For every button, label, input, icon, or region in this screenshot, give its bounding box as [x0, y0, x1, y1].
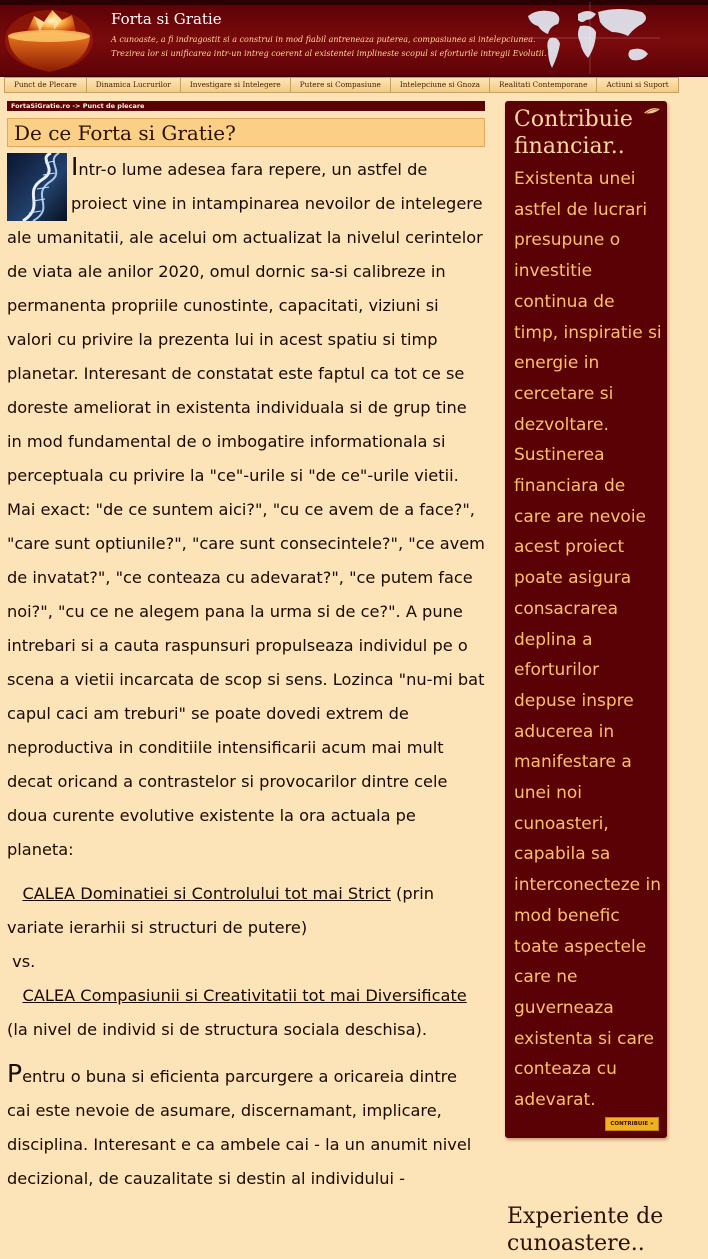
breadcrumb[interactable]: FortaSiGratie.ro -> Punct de plecare — [7, 101, 485, 111]
article-paragraph-1 — [7, 150, 485, 867]
nav-item-realitati-contemporane[interactable]: Realitati Contemporane — [490, 77, 597, 93]
vs-line — [7, 945, 485, 979]
paragraph-gap — [7, 1047, 485, 1057]
leaf-ornament-icon — [643, 107, 661, 115]
tagline-line-2: Trezirea lor si unificarea intr-un intreg coerent al existentei implineste scopul si eforturile intregii Evolutii. — [111, 49, 547, 58]
nav-item-investigare-si-intelegere[interactable]: Investigare si Intelegere — [181, 77, 291, 93]
dropcap-p: P — [7, 1059, 23, 1088]
dna-helix-icon — [7, 153, 67, 221]
path-1-rest: (prin variate ierarhii si structuri de putere) — [7, 884, 435, 937]
site-header — [0, 0, 708, 77]
path-1-line — [7, 877, 485, 945]
vs-text: vs. — [12, 952, 36, 971]
paragraph-2-text: entru o buna si eficienta parcurgere a oricareia dintre cai este nevoie de asumare, discernamant, implicare, disciplina. Interesant e ca ambele cai - la un anumit nivel decizional, de cauzalitate si destin al individului - — [7, 1067, 472, 1188]
site-title[interactable]: Forta si Gratie — [111, 10, 222, 28]
article-paragraph-2 — [7, 1057, 485, 1196]
tagline-line-1: A cunoaste, a fi indragostit si a construi in mod fiabil antreneaza puterea, compasiunea si intelepciunea. — [111, 35, 536, 44]
path-1-link[interactable]: CALEA Dominatiei si Controlului tot mai Strict — [22, 884, 391, 903]
path-2-link[interactable]: CALEA Compasiunii si Creativitatii tot mai Diversificate — [22, 986, 467, 1005]
path-2-rest: (la nivel de individ si de structura sociala deschisa). — [7, 1020, 427, 1039]
page-title: De ce Forta si Gratie? — [7, 118, 485, 147]
article-body — [7, 150, 485, 1196]
dropcap-i: I — [71, 152, 79, 181]
nav-item-putere-si-compasiune[interactable]: Putere si Compasiune — [291, 77, 391, 93]
path-2-line — [7, 979, 485, 1047]
contribute-button[interactable]: CONTRIBUIE » — [605, 1117, 659, 1131]
contribute-box — [505, 101, 667, 1138]
contribute-box-text: Existenta unei astfel de lucrari presupune o investitie continua de timp, inspiratie si energie in cercetare si dezvoltare. Sustinerea financiara de care are nevoie acest proiect poate asigura consacrarea deplina a eforturilor depuse inspre aducerea in manifestare a unei noi cunoasteri, capabila sa interconecteze in mod benefic toate aspectele care ne guverneaza existenta si care conteaza cu adevarat. — [514, 169, 662, 1111]
site-tagline — [111, 33, 547, 61]
nav-item-punct-de-plecare[interactable]: Punct de Plecare — [4, 77, 87, 93]
world-map-icon — [520, 2, 660, 74]
nav-item-actiuni-si-suport[interactable]: Actiuni si Suport — [597, 77, 678, 93]
main-nav — [4, 77, 708, 92]
nav-item-dinamica-lucrurilor[interactable]: Dinamica Lucrurilor — [87, 77, 181, 93]
nav-item-intelepciune-si-gnoza[interactable]: Intelepciune si Gnoza — [391, 77, 490, 93]
glowing-crystal-bowl-icon[interactable] — [4, 6, 94, 74]
paragraph-1-text: ntr-o lume adesea fara repere, un astfel de proiect vine in intampinarea nevoilor de intelegere ale umanitatii, ale acelui om actualizat la nivelul cerintelor de viata ale anilor 2020, omul dornic sa-si calibreze in permanenta propriile cunostinte, capacitati, viziuni si valori cu privire la prezenta lui in acest spatiu si timp planetar. Interesant de constatat este faptul ca tot ce se doreste ameliorat in existenta individuala si de grup tine in mod fundamental de o imbogatire informationala si perceptuala cu privire la "ce"-urile si "de ce"-urile vietii. Mai exact: "de ce suntem aici?", "cu ce avem de a face?", "care sunt optiunile?", "care sunt consecintele?", "ce avem de invatat?", "ce conteaza cu adevarat?", "ce putem face noi?", "cu ce ne alegem pana la urma si de ce?". A pune intrebari si a cauta raspunsuri propulseaza individul pe o scena a vietii incarcata de scop si sens. Lozinca "nu-mi bat capul caci am treburi" se poate dovedi extrem de neproductiva in conditiile intensificarii acum mai mult decat oricand a contrastelor si provocarilor dintre cele doua curente evolutive existente la ora actuala pe planeta: — [7, 160, 485, 859]
contribute-box-title: Contribuie financiar.. — [514, 107, 633, 159]
paragraph-gap — [7, 867, 485, 877]
experiente-section-title: Experiente de cunoastere.. — [507, 1204, 664, 1256]
